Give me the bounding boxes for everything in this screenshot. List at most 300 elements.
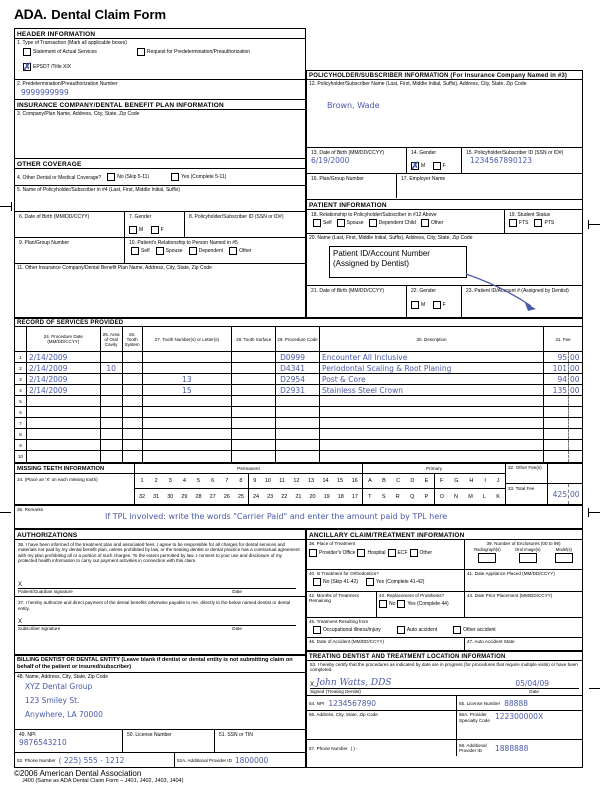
other-fee-value[interactable] (548, 464, 582, 484)
checkbox-rel-other[interactable] (229, 247, 252, 255)
field-11-label: 11. Other Insurance Company/Dental Benefit Plan Name, Address, City, State, Zip Code (17, 265, 212, 271)
checkbox-box[interactable] (313, 578, 321, 586)
area-cell[interactable] (101, 440, 123, 450)
field-54-value[interactable]: 1234567890 (328, 698, 377, 708)
service-row-3 (15, 374, 582, 385)
checkbox-box-checked[interactable] (411, 162, 419, 170)
field-12-value[interactable]: Brown, Wade (327, 101, 380, 110)
tooth-system-cell[interactable] (123, 352, 143, 362)
subscriber-signature-line[interactable] (18, 615, 296, 626)
teeth-cells[interactable]: A B C D E (363, 474, 435, 488)
teeth-cells[interactable]: 9 10 11 12 13 14 15 16 (253, 478, 358, 484)
checkbox-box[interactable] (433, 162, 441, 170)
checkbox-box[interactable] (379, 600, 387, 608)
area-cell[interactable] (101, 407, 123, 417)
field-56-label: 56. Address, City, State, Zip Code (309, 712, 378, 718)
checkbox-label: FTS (519, 220, 529, 226)
missing-teeth-label-box (15, 464, 135, 504)
field-9[interactable] (15, 238, 125, 263)
field-52-value[interactable]: ( 225) 555 - 1212 (58, 756, 125, 765)
area-cell[interactable] (101, 385, 123, 395)
copyright-line: ©2006 American Dental Association (14, 769, 142, 778)
checkbox-box[interactable] (421, 219, 429, 227)
teeth-cells[interactable]: O N M L K (439, 493, 500, 500)
checkbox-other-coverage-no[interactable] (107, 173, 149, 181)
radiographs-count-box[interactable] (478, 553, 496, 563)
surface-cell[interactable] (232, 374, 276, 384)
checkbox-label: ECF (397, 549, 408, 556)
surface-cell[interactable] (232, 429, 276, 439)
fee-cell[interactable] (544, 374, 582, 384)
checkbox-box[interactable] (129, 226, 137, 234)
checkbox-label: Yes (Complete 44) (407, 600, 449, 607)
checkbox-epsdt[interactable] (23, 63, 71, 71)
section-title-header-information: HEADER INFORMATION (15, 29, 305, 39)
field-42[interactable] (307, 592, 377, 617)
checkbox-statement-of-actual-services[interactable] (23, 48, 97, 56)
fee-cell[interactable] (544, 385, 582, 395)
field-56[interactable] (307, 711, 457, 739)
treating-signature-date[interactable]: 05/04/09 (515, 679, 549, 688)
tooth-system-cell[interactable] (123, 363, 143, 373)
section-title-policyholder: POLICYHOLDER/SUBSCRIBER INFORMATION (For Insurance Company Named in #3) (307, 71, 582, 80)
field-49-value[interactable]: 9876543210 (19, 738, 67, 747)
service-row-7 (15, 418, 582, 429)
tooth-system-cell[interactable] (123, 385, 143, 395)
row-number: 6 (15, 407, 27, 417)
checkbox-box[interactable] (313, 219, 321, 227)
field-48[interactable] (15, 673, 305, 730)
checkbox-label: Hospital (367, 549, 386, 556)
checkbox-label: Auto accident (406, 626, 438, 633)
field-22-label: 22. Gender (411, 288, 437, 294)
col-fee: 31. Fee (555, 336, 571, 342)
checkbox-box[interactable] (137, 48, 145, 56)
surface-cell[interactable] (232, 352, 276, 362)
service-row-6 (15, 407, 582, 418)
field-13[interactable] (307, 148, 407, 173)
section-title-billing: BILLING DENTIST OR DENTAL ENTITY (Leave blank if dentist or dental entity is not submitting claim on behalf of the patient or insured/subscriber) (15, 656, 305, 673)
procedure-code-cell[interactable]: D2931 (276, 385, 320, 395)
field-57[interactable] (307, 740, 457, 756)
signature-caption-row (310, 689, 579, 695)
billing-name[interactable]: XYZ Dental Group (25, 682, 93, 691)
field-47-label: 47. Auto Accident State (467, 639, 515, 644)
fee-cell[interactable] (544, 352, 582, 362)
fee-cell[interactable] (544, 451, 582, 462)
area-cell[interactable] (101, 418, 123, 428)
checkbox-box[interactable] (509, 219, 517, 227)
field-42-label: 42. Months of Treatment Remaining (309, 593, 359, 604)
field-57-label: 57. Phone Number (309, 745, 348, 751)
field-7-label: 7. Gender (129, 214, 152, 220)
service-row-4 (15, 385, 582, 396)
checkbox-box[interactable] (23, 48, 31, 56)
field-10 (125, 238, 305, 263)
tooth-system-cell[interactable] (123, 418, 143, 428)
checkbox-providers-office[interactable] (309, 549, 355, 557)
field-44-label: 44. Date Prior Placement (MM/DD/CCYY) (467, 593, 553, 598)
tooth-system-cell[interactable] (123, 396, 143, 406)
checkbox-pat-spouse[interactable] (337, 219, 364, 227)
procedure-code-cell[interactable]: D0999 (276, 352, 320, 362)
field-19 (505, 210, 582, 233)
description-cell[interactable] (320, 418, 544, 428)
procedure-code-cell[interactable]: D2954 (276, 374, 320, 384)
checkbox-gender-f[interactable] (433, 162, 446, 170)
primary-teeth-chart[interactable] (363, 464, 506, 504)
section-policyholder (306, 70, 583, 200)
field-55[interactable] (457, 696, 582, 710)
field-12-label: 12. Policyholder/Subscriber Name (Last, First, Middle Initial, Suffix), Address, City, State, Zip Code (309, 81, 527, 87)
total-fee-dollars: 425 (552, 489, 567, 499)
description-cell[interactable] (320, 440, 544, 450)
checkbox-box[interactable] (107, 173, 115, 181)
fee-cell[interactable] (544, 429, 582, 439)
checkbox-box[interactable] (411, 301, 419, 309)
tooth-number-cell[interactable] (143, 363, 233, 373)
tooth-number-cell[interactable]: 15 (143, 385, 233, 395)
checkbox-other-coverage-yes[interactable] (171, 173, 226, 181)
field-17[interactable] (397, 174, 582, 198)
field-36-text: 36. I have been informed of the treatment plan and associated fees. I agree to be responsible for all charges for dental services and materials not paid by my dental benefit plan, unless prohibited by law, or the treating dentist or dental practice has a contractual agreement with my plan prohibiting all or a portion of such charges. To the extent permitted by law, I consent to your use and disclosure of my protected health information to carry out payment activities in connection with this claim. (18, 542, 300, 564)
field-16[interactable] (307, 174, 397, 198)
x-mark: X (310, 682, 315, 688)
procedure-code-cell[interactable] (276, 418, 320, 428)
tooth-system-cell[interactable] (123, 429, 143, 439)
fee-cell[interactable] (544, 440, 582, 450)
checkbox-gender-m[interactable] (129, 226, 143, 234)
section-title-other-coverage: OTHER COVERAGE (15, 159, 305, 169)
tooth-number-cell[interactable] (143, 429, 233, 439)
procedure-date-cell[interactable] (27, 440, 101, 450)
permanent-label: Permanent (135, 464, 362, 474)
field-5[interactable] (15, 186, 305, 211)
procedure-date-cell[interactable] (27, 429, 101, 439)
field-56a-value[interactable]: 122300000X (495, 712, 544, 722)
section-insurance-company (14, 99, 306, 159)
checkbox-box[interactable] (357, 549, 365, 557)
surface-cell[interactable] (232, 440, 276, 450)
checkbox-rel-dependent[interactable] (189, 247, 223, 255)
description-cell[interactable] (320, 407, 544, 417)
field-8[interactable] (185, 212, 305, 237)
models-count-box[interactable] (555, 553, 573, 563)
field-56a[interactable] (457, 711, 582, 739)
checkbox-box[interactable] (151, 226, 159, 234)
field-17-label: 17. Employer Name (401, 176, 446, 182)
field-52[interactable] (15, 753, 175, 768)
surface-cell[interactable] (232, 385, 276, 395)
description-cell[interactable]: Encounter All Inclusive (320, 352, 544, 362)
patient-signature-line[interactable] (18, 578, 296, 589)
procedure-date-cell[interactable] (27, 451, 101, 462)
checkbox-ortho-yes[interactable] (366, 578, 424, 586)
procedure-date-cell[interactable]: 2/14/2009 (27, 352, 101, 362)
procedure-date-cell[interactable] (27, 396, 101, 406)
service-row-9 (15, 440, 582, 451)
teeth-cells[interactable]: 32 31 30 29 28 27 26 25 (135, 489, 249, 504)
checkbox-box[interactable] (534, 219, 542, 227)
row-number: 9 (15, 440, 27, 450)
service-row-5 (15, 396, 582, 407)
procedure-code-cell[interactable] (276, 451, 320, 462)
checkbox-pat-self[interactable] (313, 219, 332, 227)
checkbox-prosthesis-no[interactable] (379, 600, 395, 608)
field-47[interactable] (465, 638, 582, 651)
patient-guardian-signature-label: Patient/Guardian signature (18, 589, 73, 594)
area-cell[interactable] (101, 374, 123, 384)
tooth-number-cell[interactable] (143, 418, 233, 428)
checkbox-auto-accident[interactable] (397, 626, 437, 634)
surface-cell[interactable] (232, 451, 276, 462)
checkbox-other-accident[interactable] (453, 626, 496, 634)
procedure-code-cell[interactable] (276, 407, 320, 417)
procedure-code-cell[interactable] (276, 440, 320, 450)
field-55-value[interactable]: 88888 (504, 698, 528, 708)
checkbox-request-predetermination[interactable] (137, 48, 250, 56)
checkbox-label: Dependent (198, 248, 224, 254)
tooth-number-cell[interactable] (143, 451, 233, 462)
checkbox-box[interactable] (309, 549, 317, 557)
checkbox-pat-other[interactable] (421, 219, 444, 227)
field-55-label: 55. License Number (459, 700, 501, 706)
signature-caption-row (15, 589, 305, 597)
field-58[interactable] (457, 740, 582, 756)
section-treating-dentist (306, 651, 583, 768)
fee-dollars: 135 (552, 385, 567, 395)
checkbox-label: F (442, 302, 446, 308)
checkbox-box[interactable] (433, 301, 441, 309)
field-10-label: 10. Patient's Relationship to Person Named in #5 (129, 240, 238, 246)
field-38 (307, 540, 465, 569)
checkbox-box[interactable] (388, 549, 396, 557)
checkbox-place-other[interactable] (410, 549, 433, 557)
field-23[interactable] (462, 286, 582, 317)
checkbox-ecf[interactable] (388, 549, 408, 557)
field-50[interactable] (123, 730, 215, 752)
field-49[interactable] (15, 730, 123, 752)
tooth-number-cell[interactable]: 13 (143, 374, 233, 384)
checkbox-label: Request for Predetermination/Preauthorization (146, 49, 251, 55)
field-23-label: 23. Patient ID/Account # (Assigned by Dentist) (466, 288, 569, 294)
procedure-date-cell[interactable] (27, 407, 101, 417)
field-15-label: 15. Policyholder/Subscriber ID (SSN or ID#) (466, 150, 564, 156)
description-cell[interactable] (320, 429, 544, 439)
procedure-date-cell[interactable]: 2/14/2009 (27, 385, 101, 395)
checkbox-box[interactable] (397, 600, 405, 608)
subscriber-signature-label: Subscriber signature (18, 626, 61, 632)
field-14 (407, 148, 462, 173)
row-number: 4 (15, 385, 27, 395)
field-2-value[interactable]: 9999999999 (21, 88, 69, 97)
field-11[interactable] (15, 264, 305, 316)
field-48-label: 48. Name, Address, City, State, Zip Code (17, 674, 109, 680)
field-20[interactable] (307, 234, 582, 286)
treating-signature-line[interactable] (310, 675, 579, 689)
field-46-label: 46. Date of Accident (MM/DD/CCYY) (309, 639, 385, 644)
field-8-label: 8. Policyholder/Subscriber ID (SSN or ID#) (189, 214, 284, 220)
checkbox-occupational[interactable] (313, 626, 381, 634)
area-cell[interactable] (101, 451, 123, 462)
registration-mark (11, 202, 12, 211)
oral-images-count-box[interactable] (519, 553, 537, 563)
surface-cell[interactable] (232, 396, 276, 406)
checkbox-gender-m[interactable] (411, 301, 425, 309)
remarks-note[interactable]: If TPL involved: write the words "Carrier Paid" and enter the amount paid by TPL here (105, 512, 448, 522)
billing-street[interactable]: 123 Smiley St. (25, 696, 80, 705)
fee-labels-column (506, 464, 548, 504)
checkbox-ortho-no[interactable] (313, 578, 358, 586)
registration-mark (588, 220, 589, 229)
checkbox-box[interactable] (366, 578, 374, 586)
registration-mark (589, 224, 600, 225)
tooth-number-cell[interactable] (143, 352, 233, 362)
tooth-number-cell[interactable] (143, 407, 233, 417)
tooth-number-cell[interactable] (143, 396, 233, 406)
area-cell[interactable]: 10 (101, 363, 123, 373)
checkbox-box[interactable] (131, 247, 139, 255)
procedure-code-cell[interactable] (276, 429, 320, 439)
checkbox-hospital[interactable] (357, 549, 385, 557)
field-3-value-area[interactable] (15, 117, 305, 147)
permanent-teeth-chart[interactable] (135, 464, 363, 504)
annotation-text-line2: (Assigned by Dentist) (333, 259, 410, 268)
checkbox-box-checked[interactable] (23, 63, 31, 71)
description-cell[interactable]: Stainless Steel Crown (320, 385, 544, 395)
area-cell[interactable] (101, 352, 123, 362)
field-51[interactable] (215, 730, 305, 752)
teeth-cells[interactable]: 1 2 3 4 5 6 7 8 (135, 474, 249, 488)
field-15-value[interactable]: 1234567890123 (470, 156, 533, 165)
tooth-system-cell[interactable] (123, 451, 143, 462)
fee-cell[interactable] (544, 407, 582, 417)
row-number: 2 (15, 363, 27, 373)
fee-cell[interactable] (544, 363, 582, 373)
row-number: 3 (15, 374, 27, 384)
col-tooth-surface: 28. Tooth Surface (232, 327, 276, 351)
checkbox-box[interactable] (397, 626, 405, 634)
tooth-system-cell[interactable] (123, 407, 143, 417)
field-41[interactable] (465, 570, 582, 591)
x-mark: X (18, 619, 23, 626)
checkbox-box[interactable] (410, 549, 418, 557)
checkbox-box[interactable] (337, 219, 345, 227)
tooth-number-cell[interactable] (143, 440, 233, 450)
fee-cell[interactable] (544, 418, 582, 428)
checkbox-pts[interactable] (534, 219, 554, 227)
procedure-date-cell[interactable]: 2/14/2009 (27, 374, 101, 384)
checkbox-box[interactable] (171, 173, 179, 181)
field-44[interactable] (465, 592, 582, 617)
registration-mark (0, 512, 11, 513)
total-fee-cents: 00 (568, 484, 582, 504)
field-54-label: 54. NPI (309, 700, 325, 706)
field-6[interactable] (15, 212, 125, 237)
checkbox-gender-m-checked[interactable] (411, 162, 425, 170)
field-21[interactable] (307, 286, 407, 317)
teeth-cells[interactable]: 24 23 22 21 20 19 18 17 (253, 493, 358, 500)
checkbox-label: PTS (544, 220, 555, 226)
checkbox-box[interactable] (189, 247, 197, 255)
service-row-10 (15, 451, 582, 462)
checkbox-label: Dependent Child (378, 220, 416, 226)
checkbox-box[interactable] (453, 626, 461, 634)
field-13-value[interactable]: 6/19/2000 (311, 156, 350, 165)
checkbox-label: M (139, 227, 144, 233)
checkbox-box[interactable] (229, 247, 237, 255)
checkbox-label: Statement of Actual Services (33, 49, 97, 55)
billing-city-state-zip[interactable]: Anywhere, LA 70000 (25, 710, 103, 719)
checkbox-box[interactable] (156, 247, 164, 255)
checkbox-fts[interactable] (509, 219, 528, 227)
description-cell[interactable]: Post & Core (320, 374, 544, 384)
field-52a[interactable] (175, 753, 305, 768)
section-title-ancillary: ANCILLARY CLAIM/TREATMENT INFORMATION (307, 530, 582, 540)
field-9-label: 9. Plan/Group Number (19, 240, 70, 246)
row-number: 5 (15, 396, 27, 406)
fee-cell[interactable] (544, 396, 582, 406)
field-54[interactable] (307, 696, 457, 710)
procedure-date-cell[interactable] (27, 418, 101, 428)
treating-signature-value[interactable]: John Watts, DDS (316, 678, 392, 688)
description-cell[interactable]: Periodontal Scaling & Root Planing (320, 363, 544, 373)
checkbox-box[interactable] (313, 626, 321, 634)
section-title-services: RECORD OF SERVICES PROVIDED (15, 319, 582, 327)
surface-cell[interactable] (232, 407, 276, 417)
checkbox-label: Occupational illness/injury (323, 626, 381, 633)
teeth-cells[interactable]: T S R Q P (363, 489, 435, 504)
checkbox-prosthesis-yes[interactable] (397, 600, 448, 608)
field-58-value[interactable]: 1888888 (495, 743, 529, 753)
field-52-label: 52. Phone Number (17, 757, 56, 763)
tooth-system-cell[interactable] (123, 440, 143, 450)
field-57-blank: ( ) - (350, 745, 358, 751)
field-52a-value[interactable]: 1800000 (234, 756, 269, 765)
checkbox-rel-spouse[interactable] (156, 247, 183, 255)
description-cell[interactable] (320, 451, 544, 462)
checkbox-label: Yes (Complete 5-11) (181, 174, 227, 180)
checkbox-label: No (Skip 41-42) (323, 578, 359, 585)
checkbox-box[interactable] (369, 219, 377, 227)
fee-cents: 00 (568, 385, 582, 395)
checkbox-rel-self[interactable] (131, 247, 150, 255)
description-cell[interactable] (320, 396, 544, 406)
surface-cell[interactable] (232, 418, 276, 428)
procedure-code-cell[interactable] (276, 396, 320, 406)
checkbox-gender-f[interactable] (151, 226, 164, 234)
checkbox-pat-dependent-child[interactable] (369, 219, 416, 227)
checkbox-gender-f[interactable] (433, 301, 446, 309)
col-tooth-number: 27. Tooth Number(s) or Letter(s) (143, 327, 233, 351)
procedure-date-cell[interactable]: 2/14/2009 (27, 363, 101, 373)
oral-images-label: Oral Image(s) (514, 547, 541, 553)
registration-mark (589, 512, 600, 513)
total-fee-value[interactable] (548, 484, 582, 504)
row-number: 8 (15, 429, 27, 439)
field-15[interactable] (462, 148, 582, 173)
field-50-label: 50. License Number (127, 732, 172, 738)
field-12[interactable] (307, 80, 582, 148)
tooth-system-cell[interactable] (123, 374, 143, 384)
checkbox-label: Yes (Complete 41-42) (376, 578, 425, 585)
field-46[interactable] (307, 638, 465, 651)
procedure-code-cell[interactable]: D4341 (276, 363, 320, 373)
area-cell[interactable] (101, 396, 123, 406)
teeth-cells[interactable]: F G H I J (439, 478, 500, 484)
area-cell[interactable] (101, 429, 123, 439)
surface-cell[interactable] (232, 363, 276, 373)
